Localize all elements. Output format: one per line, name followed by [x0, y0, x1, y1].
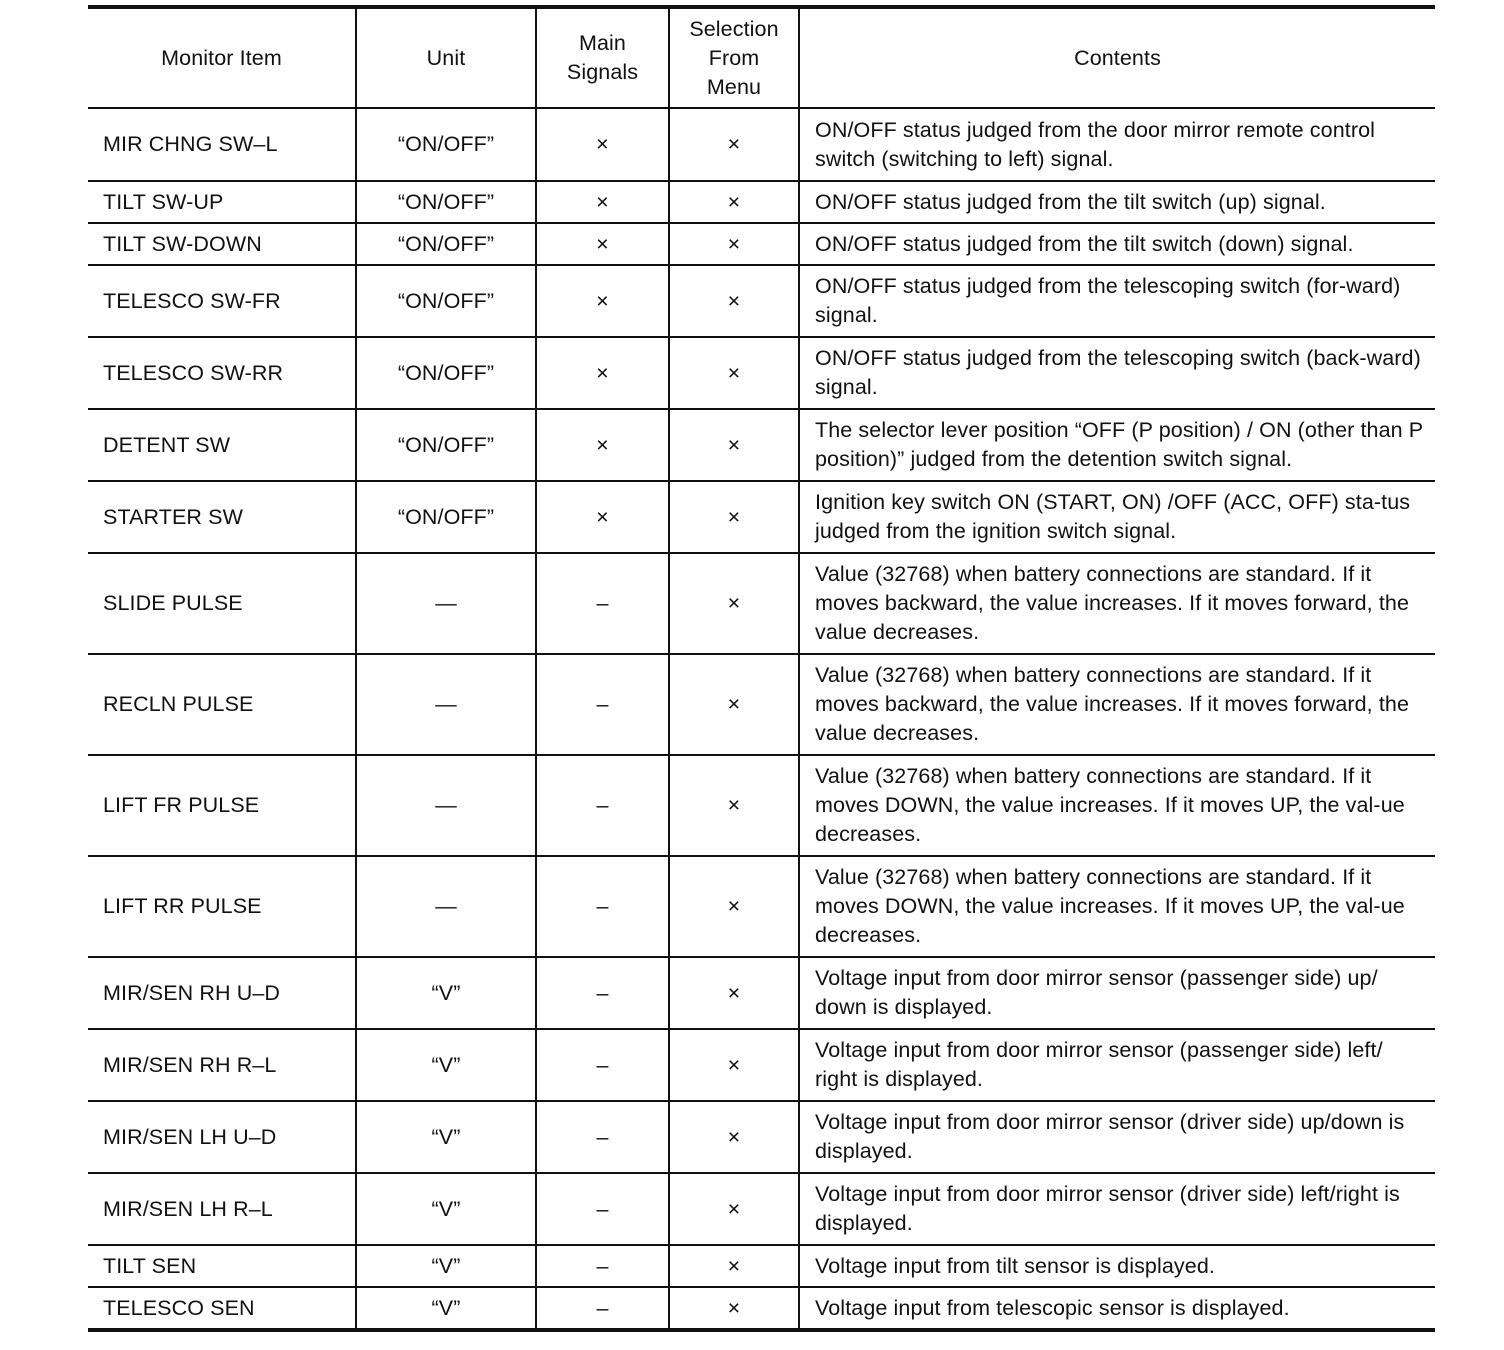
table-row [88, 265, 1435, 337]
selection-cell: × [669, 337, 799, 409]
selection-cell: × [669, 553, 799, 654]
table-row [88, 755, 1435, 856]
monitor-item-cell: SLIDE PULSE [88, 553, 356, 654]
monitor-item-cell: RECLN PULSE [88, 654, 356, 755]
header-selection-line3: Menu [706, 74, 762, 99]
unit-cell: “V” [356, 1245, 536, 1287]
main-signals-cell: × [536, 337, 669, 409]
header-row [88, 7, 1435, 108]
main-signals-cell: – [536, 1101, 669, 1173]
header-monitor-item: Monitor Item [88, 7, 356, 108]
header-main-signals [536, 7, 669, 108]
unit-cell: “ON/OFF” [356, 181, 536, 223]
main-signals-cell: × [536, 265, 669, 337]
header-main-signals-line1: Main [578, 31, 626, 55]
main-signals-cell: – [536, 755, 669, 856]
monitor-item-cell: TELESCO SEN [88, 1287, 356, 1330]
header-selection-line1: Selection [689, 16, 779, 41]
unit-cell: — [356, 654, 536, 755]
main-signals-cell: – [536, 1173, 669, 1245]
unit-cell: “ON/OFF” [356, 223, 536, 265]
main-signals-cell: × [536, 108, 669, 181]
monitor-item-cell: TELESCO SW-RR [88, 337, 356, 409]
table-row [88, 181, 1435, 223]
selection-cell: × [669, 108, 799, 181]
main-signals-cell: × [536, 409, 669, 481]
selection-cell: × [669, 856, 799, 957]
table-row [88, 1245, 1435, 1287]
contents-cell: Voltage input from door mirror sensor (passenger side) left/ right is displayed. [799, 1029, 1435, 1101]
unit-cell: “ON/OFF” [356, 481, 536, 553]
contents-cell: Voltage input from door mirror sensor (driver side) up/down is displayed. [799, 1101, 1435, 1173]
table-row [88, 108, 1435, 181]
main-signals-cell: – [536, 1245, 669, 1287]
monitor-item-cell: MIR/SEN RH R–L [88, 1029, 356, 1101]
selection-cell: × [669, 755, 799, 856]
selection-cell: × [669, 1101, 799, 1173]
table-row [88, 1173, 1435, 1245]
unit-cell: “ON/OFF” [356, 409, 536, 481]
table-row [88, 856, 1435, 957]
monitor-item-cell: MIR/SEN LH U–D [88, 1101, 356, 1173]
selection-cell: × [669, 957, 799, 1029]
main-signals-cell: × [536, 181, 669, 223]
unit-cell: — [356, 755, 536, 856]
contents-cell: ON/OFF status judged from the tilt switch (up) signal. [799, 181, 1435, 223]
contents-cell: Value (32768) when battery connections are standard. If it moves DOWN, the value increases. If it moves UP, the val-ue decreases. [799, 755, 1435, 856]
unit-cell: — [356, 553, 536, 654]
monitor-item-cell: LIFT RR PULSE [88, 856, 356, 957]
contents-cell: The selector lever position “OFF (P position) / ON (other than P position)” judged from the detention switch signal. [799, 409, 1435, 481]
unit-cell: “V” [356, 1173, 536, 1245]
unit-cell: “V” [356, 1029, 536, 1101]
contents-cell: Voltage input from tilt sensor is displayed. [799, 1245, 1435, 1287]
monitor-item-cell: MIR CHNG SW–L [88, 108, 356, 181]
contents-cell: Value (32768) when battery connections are standard. If it moves backward, the value increases. If it moves forward, the value decreases. [799, 553, 1435, 654]
main-signals-cell: – [536, 1287, 669, 1330]
table-row [88, 1287, 1435, 1330]
unit-cell: “V” [356, 957, 536, 1029]
contents-cell: Voltage input from telescopic sensor is displayed. [799, 1287, 1435, 1330]
contents-cell: ON/OFF status judged from the tilt switch (down) signal. [799, 223, 1435, 265]
selection-cell: × [669, 223, 799, 265]
main-signals-cell: × [536, 223, 669, 265]
contents-cell: Voltage input from door mirror sensor (passenger side) up/ down is displayed. [799, 957, 1435, 1029]
selection-cell: × [669, 654, 799, 755]
contents-cell: ON/OFF status judged from the telescoping switch (back-ward) signal. [799, 337, 1435, 409]
selection-cell: × [669, 181, 799, 223]
monitor-item-cell: TILT SW-DOWN [88, 223, 356, 265]
monitor-item-cell: TELESCO SW-FR [88, 265, 356, 337]
table-row [88, 1029, 1435, 1101]
table-row [88, 553, 1435, 654]
contents-cell: ON/OFF status judged from the door mirror remote control switch (switching to left) signal. [799, 108, 1435, 181]
table-row [88, 223, 1435, 265]
selection-cell: × [669, 265, 799, 337]
contents-cell: Value (32768) when battery connections are standard. If it moves DOWN, the value increases. If it moves UP, the val-ue decreases. [799, 856, 1435, 957]
main-signals-cell: – [536, 553, 669, 654]
table-row [88, 409, 1435, 481]
selection-cell: × [669, 1287, 799, 1330]
monitor-item-cell: TILT SW-UP [88, 181, 356, 223]
contents-cell: ON/OFF status judged from the telescoping switch (for-ward) signal. [799, 265, 1435, 337]
unit-cell: “ON/OFF” [356, 337, 536, 409]
table-row [88, 1101, 1435, 1173]
table-row [88, 654, 1435, 755]
header-selection-from-menu [669, 7, 799, 108]
main-signals-cell: – [536, 654, 669, 755]
header-contents: Contents [799, 7, 1435, 108]
contents-cell: Ignition key switch ON (START, ON) /OFF (ACC, OFF) sta-tus judged from the ignition switch signal. [799, 481, 1435, 553]
unit-cell: — [356, 856, 536, 957]
table-row [88, 957, 1435, 1029]
selection-cell: × [669, 1245, 799, 1287]
header-unit: Unit [356, 7, 536, 108]
monitor-item-cell: DETENT SW [88, 409, 356, 481]
unit-cell: “V” [356, 1101, 536, 1173]
unit-cell: “ON/OFF” [356, 108, 536, 181]
contents-cell: Voltage input from door mirror sensor (driver side) left/right is displayed. [799, 1173, 1435, 1245]
monitor-item-cell: LIFT FR PULSE [88, 755, 356, 856]
main-signals-cell: × [536, 481, 669, 553]
table-row [88, 481, 1435, 553]
monitor-item-table [88, 5, 1435, 1332]
monitor-item-cell: MIR/SEN LH R–L [88, 1173, 356, 1245]
main-signals-cell: – [536, 856, 669, 957]
main-signals-cell: – [536, 957, 669, 1029]
monitor-item-cell: STARTER SW [88, 481, 356, 553]
unit-cell: “ON/OFF” [356, 265, 536, 337]
selection-cell: × [669, 409, 799, 481]
monitor-item-cell: TILT SEN [88, 1245, 356, 1287]
monitor-item-cell: MIR/SEN RH U–D [88, 957, 356, 1029]
header-main-signals-line2: Signals [566, 60, 639, 84]
unit-cell: “V” [356, 1287, 536, 1330]
header-selection-line2: From [708, 45, 760, 70]
main-signals-cell: – [536, 1029, 669, 1101]
monitor-table-container [88, 5, 1435, 1332]
table-row [88, 337, 1435, 409]
contents-cell: Value (32768) when battery connections are standard. If it moves backward, the value increases. If it moves forward, the value decreases. [799, 654, 1435, 755]
selection-cell: × [669, 481, 799, 553]
selection-cell: × [669, 1173, 799, 1245]
selection-cell: × [669, 1029, 799, 1101]
